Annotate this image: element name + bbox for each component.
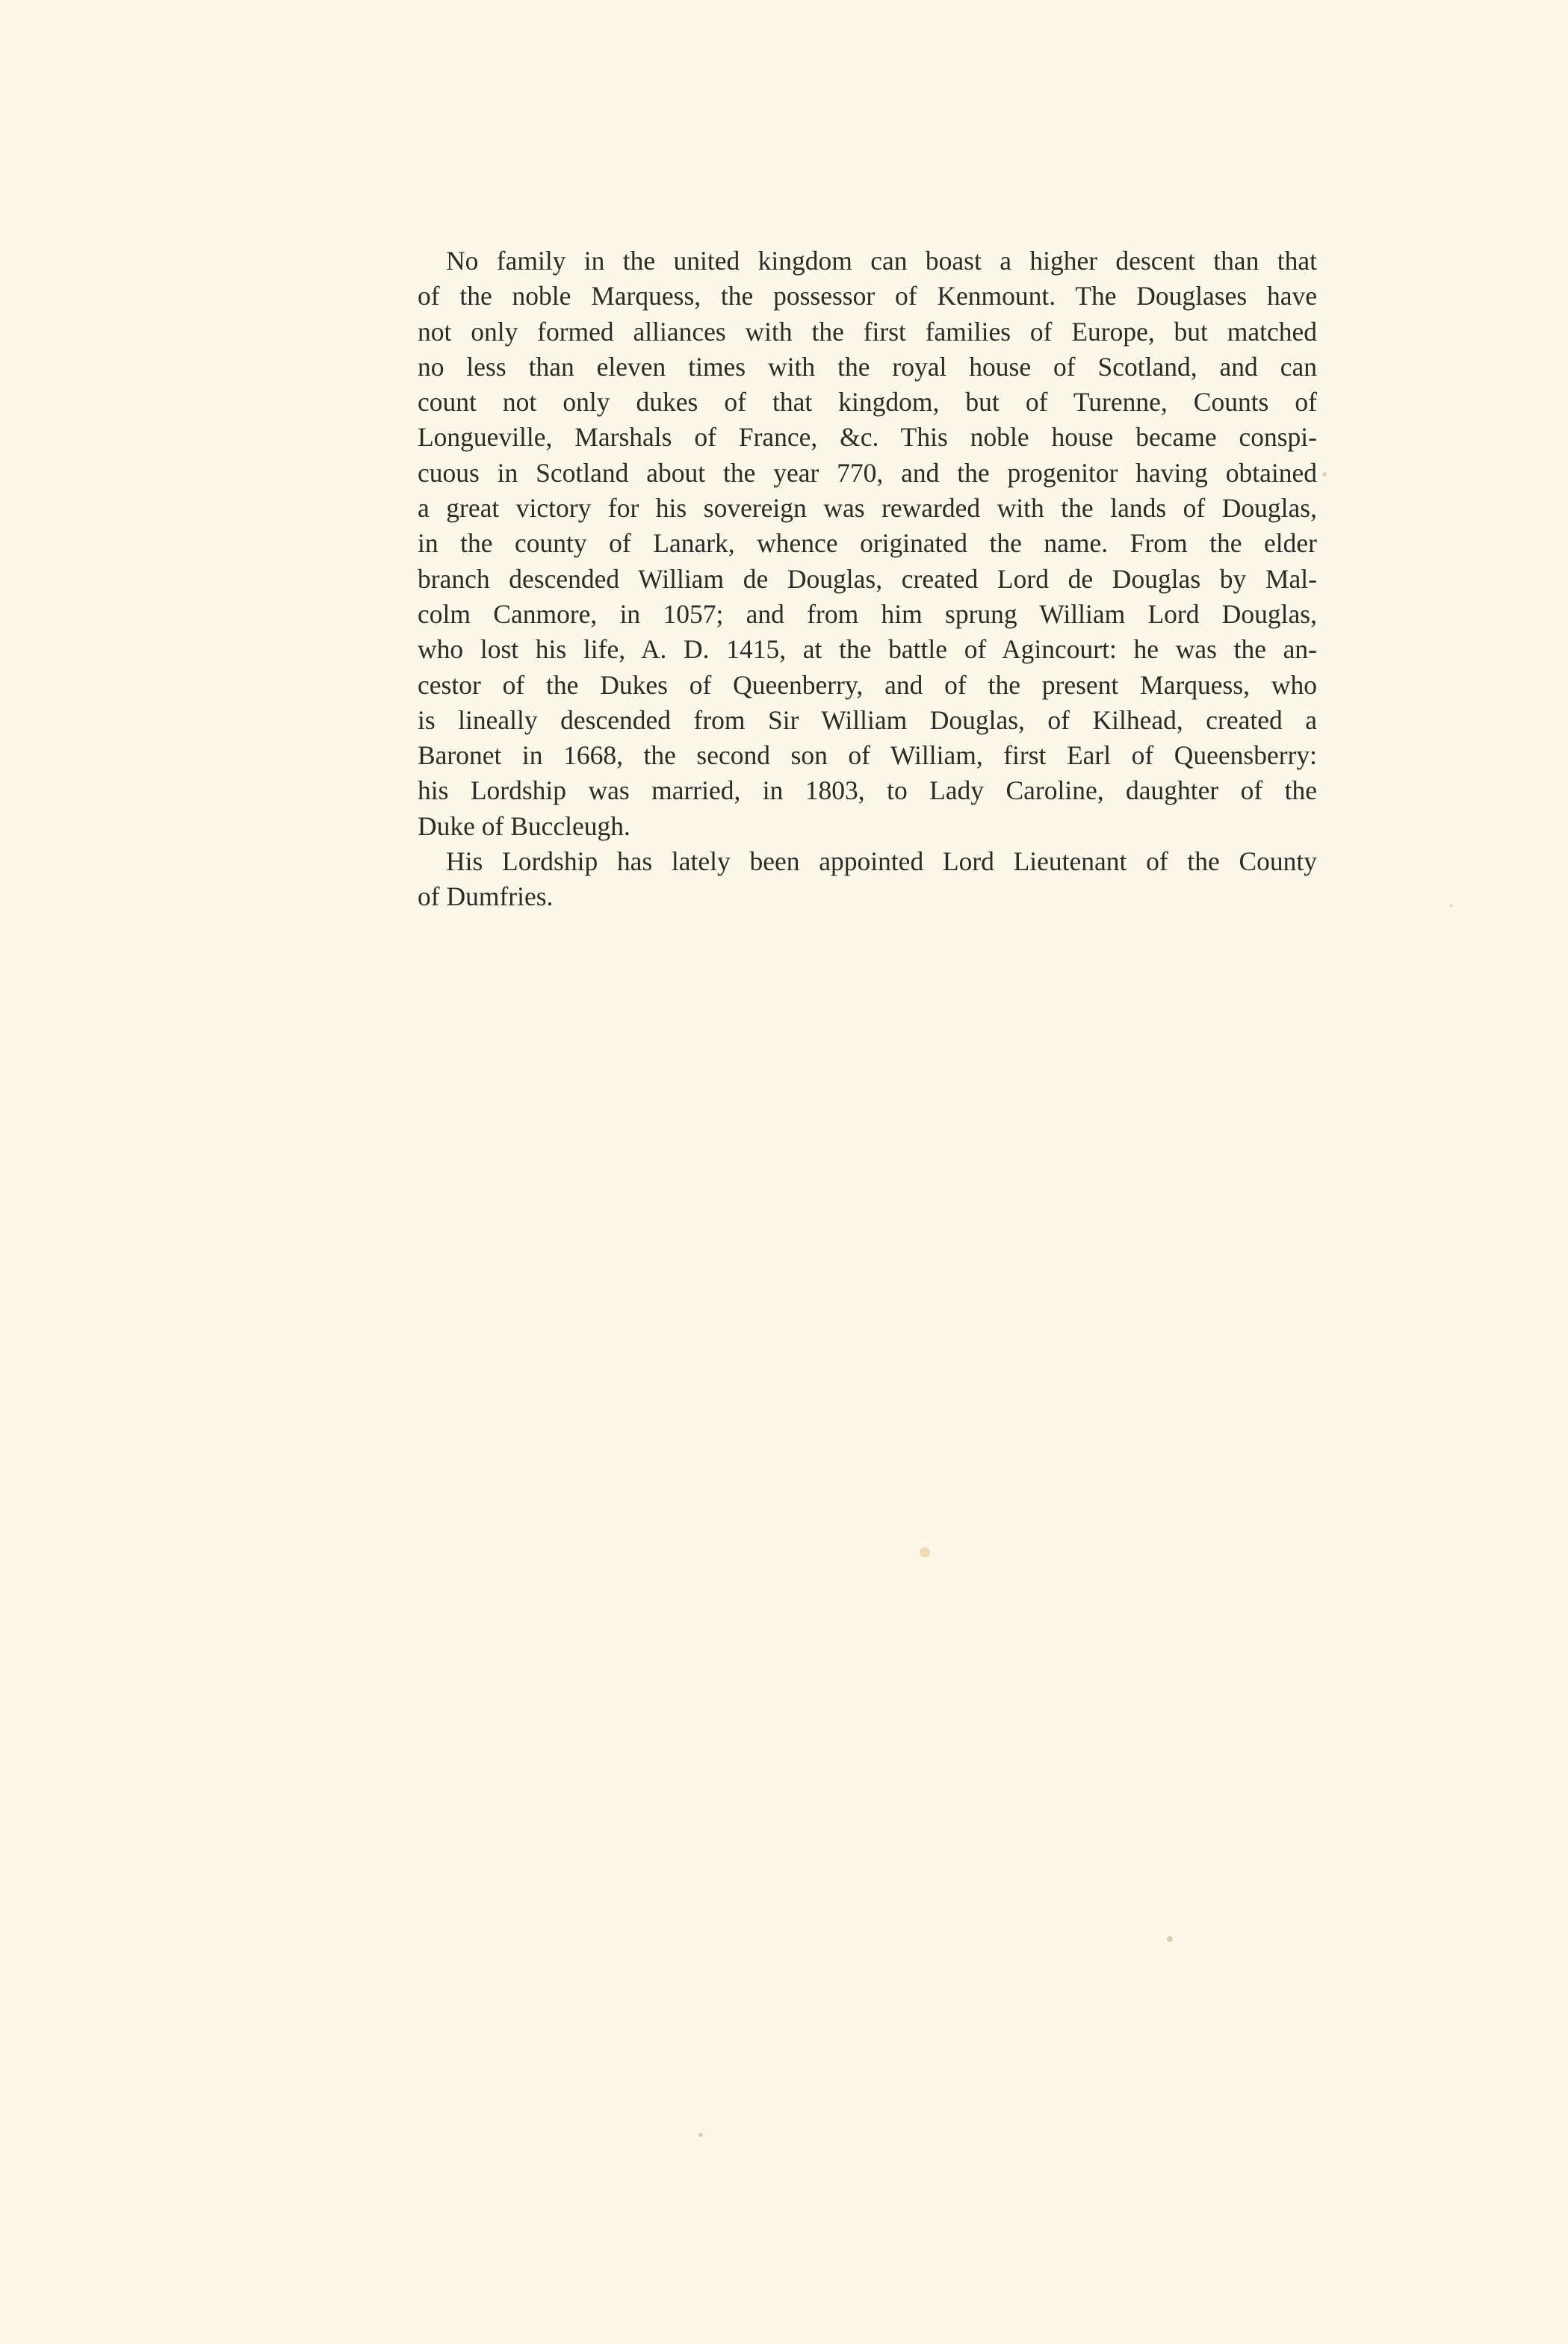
text-line: Duke of Buccleugh. (418, 810, 630, 841)
text-line: branch descended William de Douglas, created Lord de Douglas by Mal- (418, 563, 1317, 594)
paper-speck (698, 2133, 703, 2137)
text-line: colm Canmore, in 1057; and from him sprung William Lord Douglas, (418, 598, 1317, 629)
paper-speck (1167, 1936, 1173, 1942)
text-line: cuous in Scotland about the year 770, and the progenitor having obtained (418, 457, 1317, 488)
text-line: a great victory for his sovereign was rewarded with the lands of Douglas, (418, 493, 1317, 524)
text-line: Baronet in 1668, the second son of William, first Earl of Queensberry: (418, 740, 1317, 771)
text-line: of the noble Marquess, the possessor of Kenmount. The Douglases have (418, 281, 1317, 311)
text-line: His Lordship has lately been appointed Lord Lieutenant of the County (446, 846, 1317, 877)
paper-speck (920, 1547, 930, 1557)
text-line: his Lordship was married, in 1803, to Lady Caroline, daughter of the (418, 775, 1317, 806)
paper-speck (1449, 904, 1453, 908)
text-line: is lineally descended from Sir William Douglas, of Kilhead, created a (418, 704, 1317, 735)
text-line: not only formed alliances with the first families of Europe, but matched (418, 316, 1317, 347)
text-line: of Dumfries. (418, 881, 554, 912)
body-text (418, 244, 1317, 915)
text-line: in the county of Lanark, whence originated the name. From the elder (418, 528, 1317, 559)
text-line: cestor of the Dukes of Queenberry, and of the present Marquess, who (418, 669, 1317, 700)
text-line: count not only dukes of that kingdom, but of Turenne, Counts of (418, 387, 1317, 418)
text-line: No family in the united kingdom can boast a higher descent than that (446, 246, 1317, 276)
text-line: Longueville, Marshals of France, &c. This noble house became conspi- (418, 422, 1317, 453)
paper-speck (1322, 472, 1327, 477)
text-line: no less than eleven times with the royal house of Scotland, and can (418, 351, 1317, 382)
text-line: who lost his life, A. D. 1415, at the battle of Agincourt: he was the an- (418, 634, 1317, 665)
